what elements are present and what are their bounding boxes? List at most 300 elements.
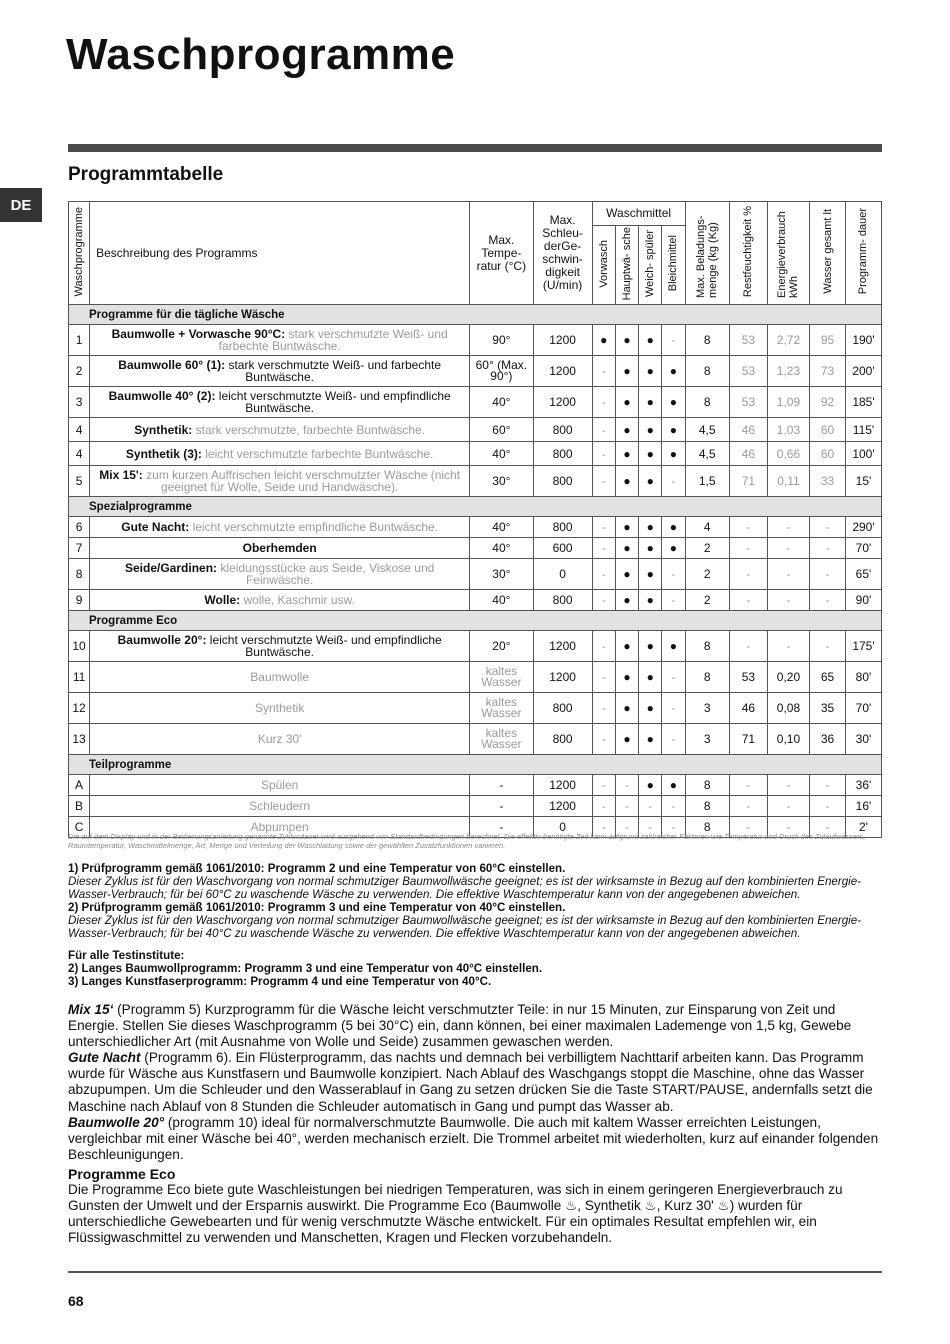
cell-energy: 0,08 <box>767 693 809 724</box>
cell-prewash: - <box>592 442 615 466</box>
eco-title: Programme Eco <box>68 1165 176 1182</box>
header-duration: Programm- dauer <box>845 202 881 305</box>
program-number: 4 <box>69 418 90 442</box>
cell-load: 8 <box>685 775 729 796</box>
table-row <box>69 325 882 356</box>
cell-mainwash: - <box>615 796 638 817</box>
cell-moisture: 46 <box>729 418 767 442</box>
max-temperature: kaltes Wasser <box>470 662 533 693</box>
program-name: Baumwolle 40° (2): <box>108 389 216 403</box>
program-details: wolle, Kaschmir usw. <box>243 593 355 607</box>
cell-mainwash: ● <box>615 517 638 538</box>
cell-duration: 185' <box>845 387 881 418</box>
cell-mainwash: ● <box>615 724 638 755</box>
note2-title: 2) Prüfprogramm gemäß 1061/2010: Programm 3 und eine Temperatur von 40°C einstellen. <box>68 901 566 914</box>
program-name: Mix 15': <box>99 468 143 482</box>
cell-duration: 30' <box>845 724 881 755</box>
max-temperature: kaltes Wasser <box>470 693 533 724</box>
program-details: Baumwolle <box>250 670 309 684</box>
program-details: Schleudern <box>249 799 310 813</box>
header-moisture: Restfeuchtigkeit % <box>729 202 767 305</box>
duration-footnote: Die auf dem Display und in der Bedienungsanleitung genannte Zyklusdauer wird ausgehend von Standardbedingungen berechnet. Die effektiv benötigte Zeit kann aufgrund zahlreicher Faktoren wie Temperatur und Druck des Zulaufwassers, Raumtemperatur, Waschmittelmenge, Art, Menge und Verteilung der Waschladung sowie der gewählten Zusatzfunktionen variieren. <box>68 832 866 850</box>
program-details: stark verschmutzte Weiß- und farbechte Buntwäsche. <box>228 358 441 384</box>
program-number: 8 <box>69 559 90 590</box>
section-row <box>69 305 882 325</box>
cell-spin: 0 <box>533 817 592 838</box>
cell-water: 60 <box>810 418 846 442</box>
program-number: 13 <box>69 724 90 755</box>
cell-water: 65 <box>810 662 846 693</box>
program-description <box>90 559 470 590</box>
program-name: Baumwolle 20°: <box>117 633 207 647</box>
page-title: Waschprogramme <box>66 30 456 79</box>
header-water: Wasser gesamt lt <box>810 202 846 305</box>
program-details: leicht verschmutzte empfindliche Buntwäsche. <box>192 520 439 534</box>
cell-load: 8 <box>685 356 729 387</box>
cell-water: - <box>810 796 846 817</box>
program-number: 11 <box>69 662 90 693</box>
max-temperature: 60° <box>470 418 533 442</box>
cell-spin: 800 <box>533 517 592 538</box>
cell-spin: 1200 <box>533 325 592 356</box>
cell-energy: 0,10 <box>767 724 809 755</box>
cell-duration: 100' <box>845 442 881 466</box>
cell-moisture: 53 <box>729 662 767 693</box>
max-temperature: - <box>470 796 533 817</box>
cell-prewash: - <box>592 538 615 559</box>
header-mainwash: Hauptwä- sche <box>615 226 638 305</box>
table-row <box>69 356 882 387</box>
program-name: Synthetik: <box>134 422 193 437</box>
cell-softener: ● <box>639 590 662 611</box>
cell-mainwash: ● <box>615 418 638 442</box>
cell-softener: ● <box>639 775 662 796</box>
cell-spin: 1200 <box>533 356 592 387</box>
cell-duration: 115' <box>845 418 881 442</box>
max-temperature: - <box>470 775 533 796</box>
program-details: leicht verschmutzte Weiß- und empfindliche Buntwäsche. <box>218 389 451 415</box>
section-title: Programme für die tägliche Wäsche <box>69 305 882 325</box>
mix-paragraph: Mix 15‘ (Programm 5) Kurzprogramm für die Wäsche leicht verschmutzter Teile: in nur 15 Minuten, zur Einsparung von Zeit und Energie. Stellen Sie dieses Waschprogramm (5 bei 30°C) ein, dann können, bei einer maximalen Lademenge von 1,5 kg, Gewebe unterschiedlicher Art (mit Ausnahme von Wolle und Seide) zusammen gewaschen werden. <box>68 1002 852 1050</box>
program-description <box>90 418 470 442</box>
cell-load: 3 <box>685 724 729 755</box>
cell-softener: ● <box>639 517 662 538</box>
institutes-title: Für alle Testinstitute: <box>68 949 185 962</box>
cell-water: 73 <box>810 356 846 387</box>
cell-moisture: - <box>729 775 767 796</box>
section-title: Programmtabelle <box>68 164 224 185</box>
cell-bleach: - <box>662 724 685 755</box>
cell-load: 2 <box>685 590 729 611</box>
cell-energy: - <box>767 517 809 538</box>
cell-bleach: - <box>662 590 685 611</box>
cell-spin: 1200 <box>533 775 592 796</box>
program-details: leicht verschmutzte farbechte Buntwäsche. <box>205 446 434 461</box>
cell-duration: 70' <box>845 693 881 724</box>
cell-duration: 290' <box>845 517 881 538</box>
cell-spin: 800 <box>533 442 592 466</box>
cell-spin: 800 <box>533 724 592 755</box>
program-descriptions <box>68 1002 882 1246</box>
cell-spin: 0 <box>533 559 592 590</box>
cell-bleach: - <box>662 817 685 838</box>
program-name: Wolle: <box>204 593 241 607</box>
bottom-rule <box>68 1271 882 1273</box>
cell-bleach: ● <box>662 538 685 559</box>
cell-moisture: 53 <box>729 387 767 418</box>
max-temperature: 40° <box>470 517 533 538</box>
cell-energy: - <box>767 796 809 817</box>
page-number: 68 <box>68 1293 84 1309</box>
section-title: Spezialprogramme <box>69 497 882 517</box>
program-description <box>90 442 470 466</box>
cell-bleach: ● <box>662 387 685 418</box>
cell-prewash: - <box>592 559 615 590</box>
cell-softener: ● <box>639 559 662 590</box>
table-row <box>69 724 882 755</box>
cell-moisture: - <box>729 538 767 559</box>
cell-prewash: - <box>592 356 615 387</box>
cell-mainwash: ● <box>615 693 638 724</box>
cell-moisture: 53 <box>729 356 767 387</box>
program-description <box>90 466 470 497</box>
max-temperature: 20° <box>470 631 533 662</box>
table-row <box>69 418 882 442</box>
cell-softener: ● <box>639 466 662 497</box>
cell-duration: 36' <box>845 775 881 796</box>
test-institutes <box>68 949 882 988</box>
program-number: 1 <box>69 325 90 356</box>
cell-bleach: ● <box>662 517 685 538</box>
program-number: 4 <box>69 442 90 466</box>
table-row <box>69 796 882 817</box>
cell-mainwash: ● <box>615 631 638 662</box>
program-number: 2 <box>69 356 90 387</box>
cell-prewash: - <box>592 387 615 418</box>
cell-bleach: ● <box>662 775 685 796</box>
table-row <box>69 662 882 693</box>
gute-nacht-paragraph: Gute Nacht (Programm 6). Ein Flüsterprogramm, das nachts und demnach bei verbilligtem Nachttarif arbeiten kann. Das Programm wurde für Wäsche aus Kunstfasern und Baumwolle konzipiert. Nach Ablauf des Waschgangs stoppt die Maschine, ohne das Wasser abzupumpen. Um die Schleuder und den Wasserablauf in Gang zu setzen drücken Sie die Taste START/PAUSE, andernfalls setzt die Maschine nach Ablauf von 8 Stunden die Schleuder automatisch in Gang und pumpt das Wasser ab. <box>68 1050 873 1114</box>
cell-bleach: - <box>662 325 685 356</box>
table-row <box>69 775 882 796</box>
cell-prewash: - <box>592 724 615 755</box>
table-row <box>69 538 882 559</box>
cell-spin: 600 <box>533 538 592 559</box>
cell-load: 8 <box>685 796 729 817</box>
cell-spin: 800 <box>533 418 592 442</box>
program-details: kleidungsstücke aus Seide, Viskose und Feinwäsche. <box>220 561 435 587</box>
cell-softener: ● <box>639 418 662 442</box>
cell-spin: 1200 <box>533 631 592 662</box>
header-softener: Weich- spüler <box>639 226 662 305</box>
cell-mainwash: ● <box>615 662 638 693</box>
cell-load: 2 <box>685 559 729 590</box>
cell-mainwash: ● <box>615 559 638 590</box>
cell-load: 8 <box>685 662 729 693</box>
cell-water: 95 <box>810 325 846 356</box>
program-number: A <box>69 775 90 796</box>
max-temperature: 40° <box>470 387 533 418</box>
cell-spin: 1200 <box>533 662 592 693</box>
cell-moisture: 71 <box>729 466 767 497</box>
program-description <box>90 590 470 611</box>
table-row <box>69 559 882 590</box>
cell-duration: 90' <box>845 590 881 611</box>
cell-moisture: - <box>729 796 767 817</box>
program-details: zum kurzen Auffrischen leicht verschmutzter Wäsche (nicht geeignet für Wolle, Seide und Handwäsche). <box>146 468 461 494</box>
cell-prewash: - <box>592 817 615 838</box>
cell-moisture: - <box>729 559 767 590</box>
cell-load: 8 <box>685 817 729 838</box>
cell-load: 4 <box>685 517 729 538</box>
header-detergent: Waschmittel <box>592 202 685 226</box>
max-temperature: 60° (Max. 90°) <box>470 356 533 387</box>
cell-softener: ● <box>639 631 662 662</box>
max-temperature: kaltes Wasser <box>470 724 533 755</box>
program-description <box>90 538 470 559</box>
max-temperature: 30° <box>470 559 533 590</box>
cell-water: - <box>810 517 846 538</box>
cell-moisture: 71 <box>729 724 767 755</box>
cell-softener: ● <box>639 693 662 724</box>
cell-bleach: ● <box>662 418 685 442</box>
program-table <box>68 201 882 838</box>
cell-load: 4,5 <box>685 442 729 466</box>
cell-prewash: - <box>592 796 615 817</box>
program-name: Seide/Gardinen: <box>125 561 218 575</box>
cell-softener: ● <box>639 538 662 559</box>
cell-energy: 2,72 <box>767 325 809 356</box>
table-row <box>69 387 882 418</box>
program-details: stark verschmutzte Weiß- und farbechte Buntwäsche. <box>218 327 448 353</box>
cell-prewash: - <box>592 418 615 442</box>
cell-spin: 800 <box>533 693 592 724</box>
note2-text: Dieser Zyklus ist für den Waschvorgang von normal schmutziger Baumwollwäsche geeignet; es ist der wirksamste in Bezug auf den kombinierten Energie-Wasser-Verbrauch; für bei 40°C zu waschende Wäsche zu verwenden. Die effektive Waschtemperatur kann von der angegebenen abweichen. <box>68 914 862 940</box>
cell-load: 8 <box>685 631 729 662</box>
program-number: 7 <box>69 538 90 559</box>
cell-duration: 190' <box>845 325 881 356</box>
cell-water: - <box>810 631 846 662</box>
note1-text: Dieser Zyklus ist für den Waschvorgang von normal schmutziger Baumwollwäsche geeignet; es ist der wirksamste in Bezug auf den kombinierten Energie-Wasser-Verbrauch; für bei 60°C zu waschende Wäsche zu verwenden. Die effektive Waschtemperatur kann von der angegebenen abweichen. <box>68 875 862 901</box>
program-details: stark verschmutzte, farbechte Buntwäsche. <box>195 422 426 437</box>
cell-moisture: 53 <box>729 325 767 356</box>
program-details: leicht verschmutzte Weiß- und empfindliche Buntwäsche. <box>209 633 442 659</box>
section-row <box>69 755 882 775</box>
cell-softener: ● <box>639 325 662 356</box>
cell-moisture: - <box>729 817 767 838</box>
baumwolle-paragraph: Baumwolle 20° (programm 10) ideal für normalverschmutzte Baumwolle. Die auch mit kaltem Wasser erreichten Leistungen, vergleichbar mit einer Wäsche bei 40°, werden mechanisch erzielt. Die Trommel arbeitet mit wiederholten, kurz auf einander folgenden Beschleunigungen. <box>68 1114 879 1162</box>
cell-water: - <box>810 590 846 611</box>
cell-bleach: - <box>662 693 685 724</box>
max-temperature: 40° <box>470 590 533 611</box>
section-row <box>69 497 882 517</box>
program-description <box>90 631 470 662</box>
cell-energy: - <box>767 559 809 590</box>
cell-bleach: - <box>662 466 685 497</box>
cell-energy: 1,03 <box>767 418 809 442</box>
program-number: 5 <box>69 466 90 497</box>
cell-prewash: - <box>592 517 615 538</box>
cell-water: - <box>810 817 846 838</box>
program-name: Baumwolle 60° (1): <box>118 358 226 372</box>
cell-energy: - <box>767 590 809 611</box>
cell-load: 4,5 <box>685 418 729 442</box>
program-name: Gute Nacht: <box>121 520 190 534</box>
cell-duration: 15' <box>845 466 881 497</box>
cell-mainwash: ● <box>615 325 638 356</box>
cell-water: 35 <box>810 693 846 724</box>
cell-load: 8 <box>685 325 729 356</box>
cell-load: 1,5 <box>685 466 729 497</box>
program-description <box>90 693 470 724</box>
language-tab: DE <box>0 188 42 222</box>
cell-load: 8 <box>685 387 729 418</box>
cell-water: 92 <box>810 387 846 418</box>
cell-mainwash: - <box>615 775 638 796</box>
cell-prewash: - <box>592 662 615 693</box>
program-number: 6 <box>69 517 90 538</box>
cell-duration: 65' <box>845 559 881 590</box>
cell-mainwash: ● <box>615 356 638 387</box>
cell-energy: 0,20 <box>767 662 809 693</box>
table-row <box>69 442 882 466</box>
max-temperature: 90° <box>470 325 533 356</box>
cell-duration: 80' <box>845 662 881 693</box>
program-description <box>90 387 470 418</box>
header-energy: Energieverbrauch kWh <box>767 202 809 305</box>
cell-bleach: ● <box>662 631 685 662</box>
cell-softener: ● <box>639 387 662 418</box>
program-details: Synthetik <box>254 701 305 715</box>
cell-moisture: - <box>729 631 767 662</box>
table-row <box>69 693 882 724</box>
program-name: Baumwolle + Vorwasche 90°C: <box>111 327 286 341</box>
program-name: Oberhemden <box>242 541 317 555</box>
cell-spin: 800 <box>533 466 592 497</box>
cell-moisture: 46 <box>729 693 767 724</box>
cell-mainwash: ● <box>615 590 638 611</box>
header-prewash: Vorwasch <box>592 226 615 305</box>
cell-energy: - <box>767 631 809 662</box>
table-row <box>69 590 882 611</box>
program-number: 10 <box>69 631 90 662</box>
cell-prewash: - <box>592 466 615 497</box>
cell-softener: ● <box>639 662 662 693</box>
cell-load: 2 <box>685 538 729 559</box>
program-description <box>90 796 470 817</box>
cell-energy: 0,66 <box>767 442 809 466</box>
cell-moisture: - <box>729 517 767 538</box>
cell-prewash: ● <box>592 325 615 356</box>
institutes-line2: 3) Langes Kunstfaserprogramm: Programm 4 und eine Temperatur von 40°C. <box>68 975 492 988</box>
cell-bleach: - <box>662 662 685 693</box>
max-temperature: - <box>470 817 533 838</box>
title-rule <box>68 144 882 152</box>
cell-prewash: - <box>592 631 615 662</box>
program-description <box>90 662 470 693</box>
cell-spin: 1200 <box>533 796 592 817</box>
table-row <box>69 631 882 662</box>
program-number: C <box>69 817 90 838</box>
max-temperature: 40° <box>470 442 533 466</box>
cell-mainwash: ● <box>615 538 638 559</box>
cell-mainwash: - <box>615 817 638 838</box>
cell-softener: ● <box>639 442 662 466</box>
program-number: B <box>69 796 90 817</box>
cell-water: - <box>810 538 846 559</box>
header-spin: Max. Schleu- derGe- schwin- digkeit (U/min) <box>533 202 592 305</box>
cell-water: - <box>810 775 846 796</box>
cell-water: - <box>810 559 846 590</box>
cell-bleach: - <box>662 559 685 590</box>
cell-mainwash: ● <box>615 387 638 418</box>
cell-energy: - <box>767 538 809 559</box>
program-name: Synthetik (3): <box>125 446 202 461</box>
program-description <box>90 724 470 755</box>
cell-softener: ● <box>639 356 662 387</box>
cell-mainwash: ● <box>615 466 638 497</box>
cell-water: 36 <box>810 724 846 755</box>
cell-softener: ● <box>639 724 662 755</box>
max-temperature: 40° <box>470 538 533 559</box>
cell-bleach: - <box>662 796 685 817</box>
cell-moisture: - <box>729 590 767 611</box>
cell-duration: 175' <box>845 631 881 662</box>
cell-moisture: 46 <box>729 442 767 466</box>
cell-prewash: - <box>592 590 615 611</box>
program-description <box>90 356 470 387</box>
program-description <box>90 775 470 796</box>
cell-duration: 2' <box>845 817 881 838</box>
section-title: Teilprogramme <box>69 755 882 775</box>
section-row <box>69 611 882 631</box>
cell-energy: 0,11 <box>767 466 809 497</box>
institutes-line1: 2) Langes Baumwollprogramm: Programm 3 und eine Temperatur von 40°C einstellen. <box>68 962 543 975</box>
table-row <box>69 466 882 497</box>
cell-load: 3 <box>685 693 729 724</box>
cell-energy: 1,23 <box>767 356 809 387</box>
program-description <box>90 325 470 356</box>
header-load: Max. Beladungs- menge (kg (Kg) <box>685 202 729 305</box>
table-body <box>69 305 882 838</box>
cell-energy: - <box>767 817 809 838</box>
note1-title: 1) Prüfprogramm gemäß 1061/2010: Programm 2 und eine Temperatur von 60°C einstellen. <box>68 862 566 875</box>
program-description <box>90 517 470 538</box>
header-program: Waschprogramme <box>69 202 90 305</box>
cell-duration: 200' <box>845 356 881 387</box>
section-title: Programme Eco <box>69 611 882 631</box>
cell-bleach: ● <box>662 442 685 466</box>
cell-duration: 16' <box>845 796 881 817</box>
cell-spin: 1200 <box>533 387 592 418</box>
cell-duration: 70' <box>845 538 881 559</box>
cell-spin: 800 <box>533 590 592 611</box>
header-bleach: Bleichmittel <box>662 226 685 305</box>
program-details: Kurz 30' <box>257 732 302 746</box>
cell-bleach: ● <box>662 356 685 387</box>
cell-mainwash: ● <box>615 442 638 466</box>
header-temperature: Max. Tempe- ratur (°C) <box>470 202 533 305</box>
header-description: Beschreibung des Programms <box>90 202 470 305</box>
program-details: Abpumpen <box>250 820 309 834</box>
cell-water: 60 <box>810 442 846 466</box>
program-details: Spülen <box>260 778 299 792</box>
cell-energy: - <box>767 775 809 796</box>
cell-water: 33 <box>810 466 846 497</box>
eco-paragraph: Die Programme Eco biete gute Waschleistungen bei niedrigen Temperaturen, was sich in einem geringeren Energieverbrauch zu Gunsten der Umwelt und der Ersparnis auswirkt. Die Programme Eco (Baumwolle ♨, Synthetik ♨, Kurz 30' ♨) wurden für unterschiedliche Gewebearten und für wenig verschmutzte Wäsche entwickelt. Für ein optimales Resultat empfehlen wir, ein Flüssigwaschmittel zu verwenden und Manschetten, Kragen und Flecken vorzubehandeln. <box>68 1182 843 1246</box>
max-temperature: 30° <box>470 466 533 497</box>
cell-prewash: - <box>592 693 615 724</box>
